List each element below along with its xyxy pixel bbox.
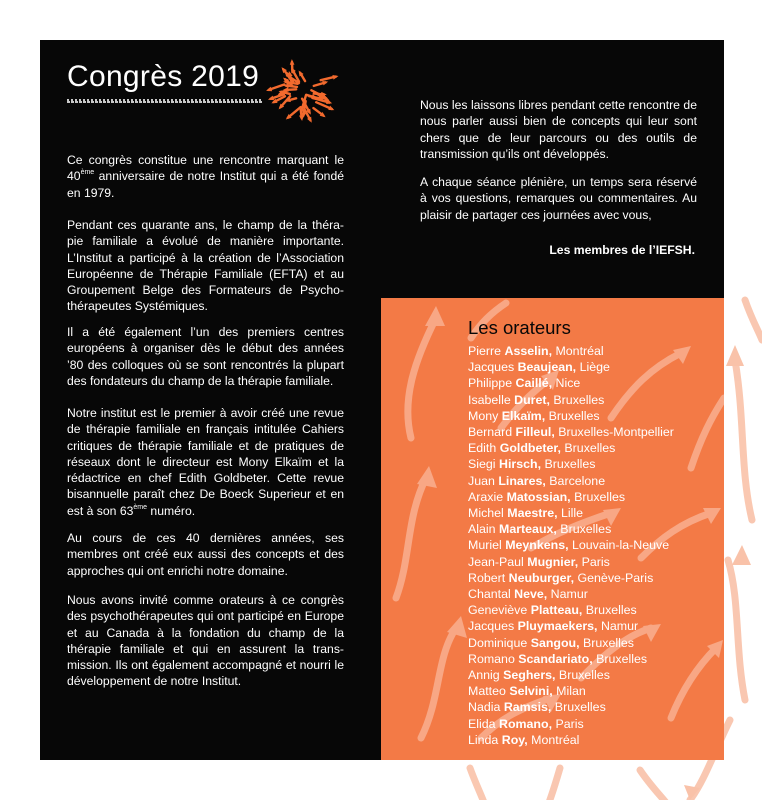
speaker-last-name: Sangou,	[530, 635, 580, 650]
speaker-city: Paris	[552, 716, 584, 731]
speaker-city: Genève-Paris	[574, 570, 654, 585]
speaker-city: Namur	[597, 619, 639, 634]
speaker-item	[468, 505, 674, 521]
speaker-last-name: Mugnier,	[527, 554, 579, 569]
speaker-first-name: Pierre	[468, 344, 505, 358]
speaker-first-name: Jean-Paul	[468, 554, 528, 569]
speaker-last-name: Elkaïm,	[501, 408, 546, 423]
speaker-first-name: Robert	[468, 570, 509, 585]
speaker-first-name: Bernard	[468, 425, 516, 440]
speaker-first-name: Jacques	[468, 619, 518, 634]
speaker-last-name: Neve,	[514, 587, 548, 602]
speaker-first-name: Linda	[468, 732, 502, 747]
speaker-last-name: Asselin,	[504, 344, 553, 358]
speaker-item	[468, 716, 674, 732]
speaker-first-name: Dominique	[468, 635, 531, 650]
speakers-list	[468, 343, 674, 748]
speaker-item	[468, 392, 674, 408]
speaker-first-name: Araxie	[468, 489, 507, 504]
speaker-item	[468, 635, 674, 651]
intro-text-b: anniversaire de notre Institut qui a été fondé en 1979.	[67, 169, 344, 200]
speaker-last-name: Matossian,	[506, 489, 571, 504]
history-paragraph: Pendant ces quarante ans, le champ de la théra-pie familiale a évolué de manière importante. L’Institut a participé à la création de l’Association Européenne de Thérapie Familiale (EFTA) et au Groupement Belge des Formateurs de Psycho-thérapeutes Systémiques.	[67, 218, 344, 314]
ordinal-suffix: ème	[80, 169, 95, 177]
speaker-city: Bruxelles	[549, 392, 605, 407]
speaker-last-name: Seghers,	[503, 668, 556, 683]
speaker-last-name: Goldbeter,	[499, 441, 561, 456]
speaker-first-name: Matteo	[468, 684, 510, 699]
speaker-first-name: Mony	[468, 408, 502, 423]
speaker-city: Barcelone	[545, 473, 606, 488]
speaker-last-name: Caillé,	[515, 376, 553, 391]
speaker-item	[468, 424, 674, 440]
speaker-city: Bruxelles	[579, 635, 634, 650]
speaker-last-name: Hirsch,	[499, 457, 542, 472]
speaker-city: Bruxelles	[555, 668, 610, 683]
concepts-paragraph: Au cours de ces 40 dernières années, ses membres ont créé eux aussi des concepts et des approches qui ont enrichi notre domaine.	[67, 531, 344, 578]
speaker-city: Bruxelles	[570, 489, 626, 504]
speaker-first-name: Elida	[468, 716, 499, 731]
speaker-city: Bruxelles	[541, 457, 596, 472]
speaker-item	[468, 343, 674, 359]
speaker-city: Bruxelles	[556, 522, 612, 537]
speaker-last-name: Platteau,	[530, 603, 583, 618]
speaker-item	[468, 651, 674, 667]
speaker-last-name: Beaujean,	[517, 360, 577, 375]
speaker-city: Namur	[547, 587, 588, 602]
speaker-city: Lille	[557, 506, 584, 521]
speaker-first-name: Geneviève	[468, 603, 531, 618]
speaker-item	[468, 618, 674, 634]
speaker-city: Nice	[552, 376, 581, 391]
signature: Les membres de l’IEFSH.	[549, 243, 695, 257]
title-underline	[67, 99, 262, 103]
speaker-last-name: Selvini,	[509, 684, 553, 699]
speaker-item	[468, 440, 674, 456]
speaker-city: Paris	[578, 554, 610, 569]
revue-text-a: Notre institut est le premier à avoir créé une revue de thérapie familiale en français intitulée Cahiers critiques de thérapie familiale et de pratiques de réseaux dont le directeur est Mony Elkaïm et la rédactrice en chef Edith Goldbeter. Cette revue bisannuelle paraît chez De Boeck Superieur et en est à son 63	[67, 406, 344, 518]
speaker-item	[468, 586, 674, 602]
speaker-item	[468, 456, 674, 472]
speaker-item	[468, 489, 674, 505]
speaker-city: Bruxelles-Montpellier	[554, 425, 674, 440]
revue-text-b: numéro.	[147, 503, 196, 518]
speaker-item	[468, 683, 674, 699]
speaker-city: Louvain-la-Neuve	[568, 538, 670, 553]
speaker-city: Bruxelles	[582, 603, 637, 618]
colloques-paragraph: Il a été également l’un des premiers centres européens à organiser dès le début des années ’80 des colloques où se sont rencontrés la plupart des fondateurs du champ de la thérapie familiale.	[67, 325, 344, 388]
speaker-item	[468, 699, 674, 715]
speaker-last-name: Maestre,	[507, 506, 558, 521]
speaker-item	[468, 732, 674, 748]
speaker-last-name: Meynkens,	[505, 538, 569, 553]
speaker-item	[468, 667, 674, 683]
speaker-first-name: Annig	[468, 668, 504, 683]
speaker-city: Liège	[576, 360, 610, 375]
speaker-first-name: Muriel	[468, 538, 506, 553]
speaker-first-name: Romano	[468, 651, 519, 666]
invitation-paragraph: Nous avons invité comme orateurs à ce congrès des psychothérapeutes qui ont participé en Europe et au Canada à la fondation du champ de la thérapie familiale et qui en assurent la trans-mission. Ils ont également accompagné et nourri le développement de notre Institut.	[67, 593, 344, 689]
revue-paragraph	[67, 405, 344, 519]
speaker-first-name: Edith	[468, 441, 500, 456]
ordinal-suffix: ème	[133, 503, 148, 511]
intro-paragraph	[67, 152, 344, 201]
speaker-last-name: Pluymaekers,	[517, 619, 598, 634]
page-title: Congrès 2019	[67, 60, 260, 93]
speaker-first-name: Isabelle	[468, 392, 515, 407]
speaker-city: Bruxelles	[592, 651, 648, 666]
speaker-city: Bruxelles	[551, 700, 606, 715]
speaker-item	[468, 521, 674, 537]
speaker-item	[468, 554, 674, 570]
speaker-last-name: Neuburger,	[508, 570, 575, 585]
speaker-first-name: Chantal	[468, 587, 515, 602]
speaker-last-name: Filleul,	[515, 425, 555, 440]
intro-text-a: Ce congrès constitue une rencontre marquant le 40	[67, 153, 344, 184]
speaker-last-name: Scandariato,	[518, 651, 593, 666]
speaker-city: Montréal	[527, 732, 580, 747]
speaker-item	[468, 408, 674, 424]
orange-arrow-burst-icon	[262, 48, 344, 130]
freedom-paragraph: Nous les laissons libres pendant cette rencontre de nous parler aussi bien de concepts qui leur sont chers que de leur parcours ou des outils de transmission qu’ils ont développés.	[420, 98, 697, 161]
speaker-last-name: Ramsis,	[503, 700, 552, 715]
speaker-last-name: Duret,	[514, 392, 550, 407]
speaker-first-name: Nadia	[468, 700, 504, 715]
questions-paragraph: A chaque séance plénière, un temps sera réservé à vos questions, remarques ou commentaires. Au plaisir de partager ces journées avec vous,	[420, 175, 697, 222]
speaker-city: Bruxelles	[545, 408, 600, 423]
speaker-last-name: Linares,	[498, 473, 546, 488]
speaker-first-name: Alain	[468, 522, 499, 537]
speaker-first-name: Siegi	[468, 457, 499, 472]
speaker-item	[468, 602, 674, 618]
speaker-first-name: Jacques	[468, 360, 518, 375]
speaker-first-name: Michel	[468, 506, 508, 521]
speakers-heading: Les orateurs	[468, 317, 571, 338]
speaker-item	[468, 570, 674, 586]
speaker-city: Milan	[552, 684, 586, 699]
speaker-item	[468, 375, 674, 391]
speaker-first-name: Juan	[468, 473, 499, 488]
speaker-last-name: Marteaux,	[499, 522, 557, 537]
speaker-item	[468, 359, 674, 375]
speaker-city: Montréal	[552, 344, 604, 358]
speaker-last-name: Romano,	[499, 716, 553, 731]
speaker-item	[468, 473, 674, 489]
speaker-first-name: Philippe	[468, 376, 516, 391]
speaker-item	[468, 537, 674, 553]
speaker-city: Bruxelles	[560, 441, 616, 456]
speaker-last-name: Roy,	[501, 732, 528, 747]
